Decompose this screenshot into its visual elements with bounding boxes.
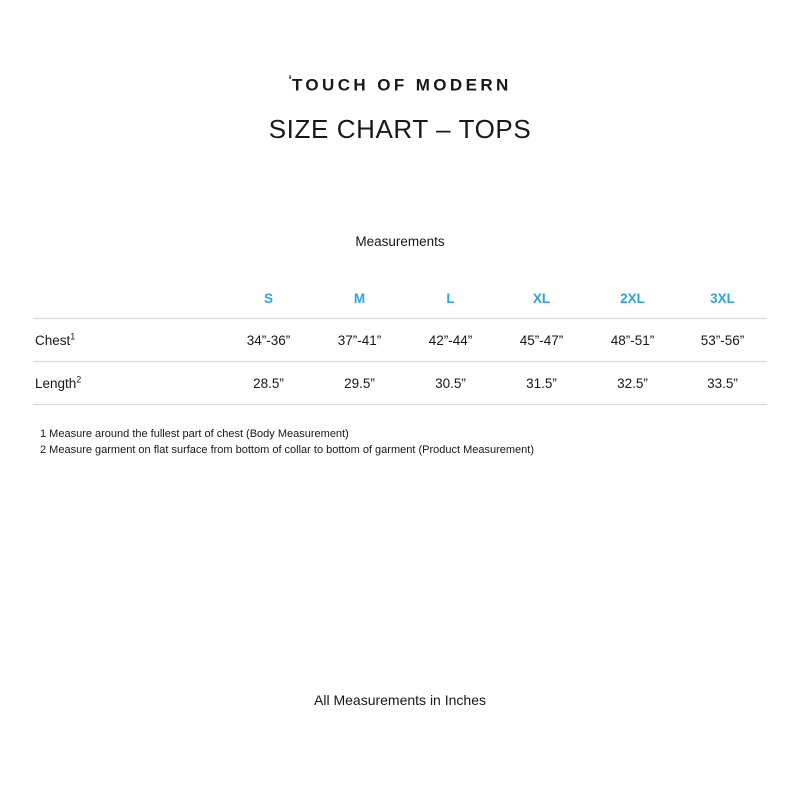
footnotes xyxy=(40,426,534,458)
cell-length-3xl: 33.5” xyxy=(678,362,767,405)
column-header-xl: XL xyxy=(532,290,551,306)
row-label-length xyxy=(33,362,223,405)
row-label-length-footnote: 2 xyxy=(76,374,82,384)
column-header-3xl: 3XL xyxy=(710,290,735,306)
cell-chest-xl: 45”-47” xyxy=(496,319,587,362)
units-note: All Measurements in Inches xyxy=(314,692,486,708)
table-header-row xyxy=(33,278,767,319)
cell-chest-s: 34”-36” xyxy=(223,319,314,362)
row-label-chest xyxy=(33,319,223,362)
column-header-2xl: 2XL xyxy=(620,290,645,306)
footnote-1: 1 Measure around the fullest part of chest (Body Measurement) xyxy=(40,428,349,440)
column-header-s: S xyxy=(263,290,273,306)
column-header-l: L xyxy=(446,290,455,306)
brand-wordmark xyxy=(0,72,800,96)
brand-name: TOUCH OF MODERN xyxy=(291,75,512,95)
cell-length-l: 30.5” xyxy=(405,362,496,405)
cell-length-m: 29.5” xyxy=(314,362,405,405)
table-row xyxy=(33,319,767,362)
row-label-chest-footnote: 1 xyxy=(70,331,76,341)
brand-tick-mark: ‘ xyxy=(288,72,292,87)
column-header-rowlabel xyxy=(33,278,223,319)
cell-chest-l: 42”-44” xyxy=(405,319,496,362)
cell-length-xl: 31.5” xyxy=(496,362,587,405)
measurements-label: Measurements xyxy=(355,234,445,249)
row-label-chest-text: Chest xyxy=(35,332,71,348)
size-chart-table xyxy=(33,278,767,405)
cell-chest-2xl: 48”-51” xyxy=(587,319,678,362)
column-header-m: M xyxy=(353,290,366,306)
cell-chest-3xl: 53”-56” xyxy=(678,319,767,362)
table-row xyxy=(33,362,767,405)
cell-length-2xl: 32.5” xyxy=(587,362,678,405)
row-label-length-text: Length xyxy=(35,375,77,391)
footnote-2: 2 Measure garment on flat surface from bottom of collar to bottom of garment (Product Measurement) xyxy=(40,444,534,456)
page-title: SIZE CHART – TOPS xyxy=(268,114,532,144)
cell-length-s: 28.5” xyxy=(223,362,314,405)
cell-chest-m: 37”-41” xyxy=(314,319,405,362)
